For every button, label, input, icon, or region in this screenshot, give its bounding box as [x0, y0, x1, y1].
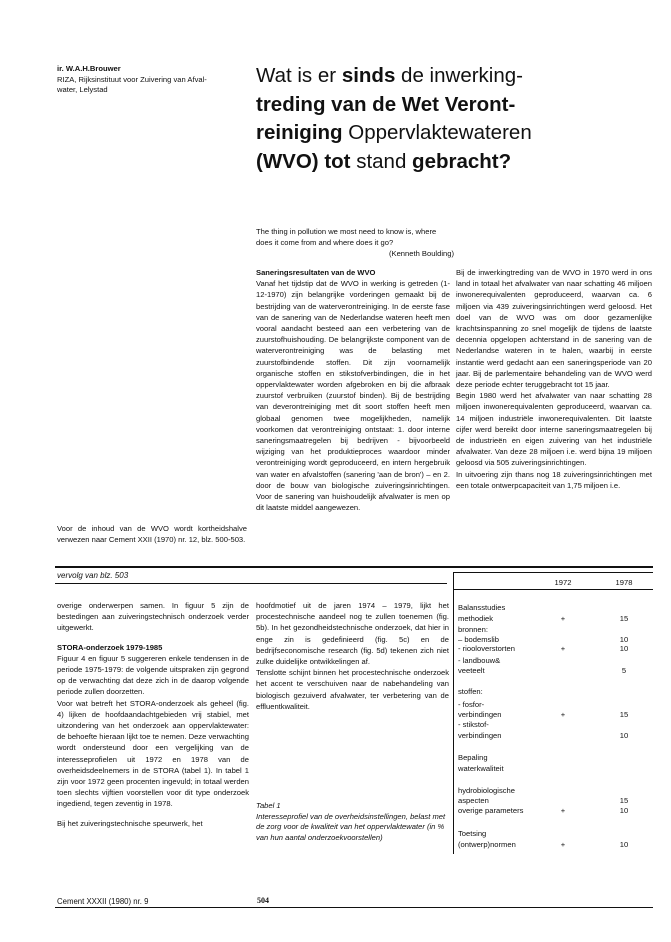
footnote: Voor de inhoud van de WVO wordt kortheidshalve verwezen naar Cement XXII (1970) nr. 12, blz. 500-503. [57, 524, 247, 545]
table-row [458, 686, 654, 697]
table-row-label: overige parameters [458, 806, 524, 815]
table-row [458, 839, 654, 850]
table-caption-text: Interesseprofiel van de overheidsinstellingen, belast met de zorg voor de kwaliteit van het oppervlaktewater (in % van hun aantal onderzoekvoorstellen) [256, 811, 446, 842]
epigraph-text: The thing in pollution we most need to know is, where does it come from and where does it go? [256, 227, 437, 248]
table-cell-1978: 15 [619, 710, 629, 719]
table-cell-1978: 10 [619, 635, 629, 644]
table-cell-1972: + [560, 806, 566, 815]
title-part: stand [350, 149, 413, 173]
divider [55, 583, 447, 584]
table-row [458, 828, 654, 839]
divider [55, 566, 653, 568]
epigraph-author: (Kenneth Boulding) [388, 249, 454, 259]
table-cell-1972: + [560, 644, 566, 653]
table-row-label: hydrobiologische [458, 786, 515, 795]
table-cell-1978: 10 [619, 644, 629, 653]
title-part: Oppervlaktewateren [342, 121, 532, 144]
paragraph: Vanaf het tijdstip dat de WVO in werking is getreden (1-12-1970) zijn belangrijke vorderingen gemaakt bij de bestrijding van de waterverontreiniging. In de eerste fase van de sanering van de Nederlandse wateren heeft men vooral aandacht besteed aan een verbetering van de zuurstofhuishouding. De belangrijkste component van de waterverontreiniging was de belasting met zuurstofbindende stoffen. Dit zijn voornamelijk organische stoffen en stikstofverbindingen, die in het oppervlaktewater worden afgebroken en bij die afbraak zuurstof verbruiken (zuurstof binden). Bij de bestrijding van deverontreiniging met dit soort stoffen heeft men globaal genomen twee mogelijkheden, namelijk voorkomen dat verontreiniging ontstaat: 1. door interne saneringsmaatregelen bij bedrijven - bijvoorbeeld wijziging van het produktieproces waardoor minder verontreiniging wordt geproduceerd, en intern hergebruik van water en afvalstoffen (sanering 'aan de bron') – en 2. door de bouw van biologische zuiveringsinrichtingen. Voor de sanering van huishoudelijk afvalwater is men op dit laatste middel aangewezen. [256, 279, 450, 513]
table-row [458, 752, 654, 763]
table-cell-1978: 10 [619, 806, 629, 815]
table-row [458, 719, 654, 730]
author-affiliation-2: water, Lelystad [57, 85, 108, 94]
table-rule [454, 589, 653, 590]
table-cell-1978: 10 [619, 731, 629, 740]
table-cell-1972: + [560, 840, 566, 849]
table-row-label: - stikstof- [458, 720, 489, 729]
table-row [458, 665, 654, 676]
title-part: de inwerking- [395, 64, 523, 87]
table-header-1978: 1978 [615, 578, 633, 587]
lower-column-middle [256, 600, 449, 712]
table-row-label: - fosfor- [458, 700, 485, 709]
table-rule [453, 572, 454, 854]
body-column-3 [456, 267, 652, 491]
table-row-label: veeteelt [458, 666, 485, 675]
table-cell-1972: + [560, 614, 566, 623]
paragraph: hoofdmotief uit de jaren 1974 – 1979, lijkt het procestechnische aandeel nog te zullen toenemen (fig. 5b). In het gezondheidstechnische onderzoek, dat hier in enge zin is gedefinieerd (fig. 5c) en de bedrijfseconomische research (fig. 5d) tekenen zich niet zulke duidelijke ontwikkelingen af. [256, 601, 449, 667]
paragraph: overige onderwerpen samen. In figuur 5 zijn de bestedingen aan zuiveringstechnisch onderzoek verder uitgewerkt. [57, 601, 249, 633]
table-row-label: (ontwerp)normen [458, 840, 516, 849]
table-row-label: verbindingen [458, 710, 502, 719]
table-cell-1972: + [560, 710, 566, 719]
table-row [458, 805, 654, 816]
body-column-2 [256, 267, 450, 513]
article-title [256, 62, 636, 176]
author-block [57, 64, 247, 96]
table-row-label: - landbouw& [458, 656, 501, 665]
table-row-label: aspecten [458, 796, 489, 805]
table-row-label: stoffen: [458, 687, 483, 696]
table-caption-label: Tabel 1 [256, 801, 281, 810]
table-caption [256, 801, 452, 843]
divider [55, 907, 653, 908]
table-row-label: Balansstudies [458, 603, 506, 612]
table-rule [454, 572, 653, 573]
table-header-1972: 1972 [554, 578, 572, 587]
lower-column-left [57, 600, 249, 829]
table-row-label: – bodemslib [458, 635, 499, 644]
title-part: (WVO) tot [256, 149, 351, 173]
table-row-label: waterkwaliteit [458, 764, 504, 773]
journal-footer: Cement XXXII (1980) nr. 9 [57, 897, 149, 906]
table-row [458, 643, 654, 654]
title-part: Wat is er [256, 64, 342, 87]
paragraph: Figuur 4 en figuur 5 suggereren enkele tendensen in de periode 1975-1979: de volgende uitspraken zijn gegrond op de verwachting dat deze zich in de daarop volgende periode zullen doorzetten. [57, 653, 249, 697]
table-cell-1978: 15 [619, 614, 629, 623]
table-cell-1978: 5 [621, 666, 627, 675]
title-part: treding van de Wet Veront- [256, 92, 516, 116]
author-affiliation-1: RIZA, Rijksinstituut voor Zuivering van Afval- [57, 74, 207, 84]
paragraph: Begin 1980 werd het afvalwater van naar schatting 28 miljoen inwonerequivalenten geproduceerd, waarvan ca. 14 miljoen industriële inwonerequivalenten. Dit laatste cijfer werd bereikt door interne saneringsmaatregelen bij de industrieën en eigen zuivering van het industriële afvalwater. Van deze 28 miljoen i.e. werd bijna 19 miljoen geloosd via 505 zuiveringsinrichtingen. [456, 391, 652, 468]
table-row [458, 730, 654, 741]
continued-label: vervolg van blz. 503 [57, 571, 129, 580]
page-number: 504 [257, 896, 269, 905]
paragraph: Bij het zuiveringstechnische speurwerk, het [57, 818, 203, 828]
table-cell-1978: 10 [619, 840, 629, 849]
table-row [458, 613, 654, 624]
table-row-label: Toetsing [458, 829, 487, 838]
table-row-label: verbindingen [458, 731, 502, 740]
table-row-label: methodiek [458, 614, 494, 623]
author-name: ir. W.A.H.Brouwer [57, 64, 121, 73]
table-row-label: bronnen: [458, 625, 488, 634]
title-part: reiniging [256, 121, 343, 144]
title-part: sinds [341, 64, 396, 87]
paragraph: Voor wat betreft het STORA-onderzoek als geheel (fig. 4) lijken de hoofdaandachtgebieden vrij stabiel, met uitzondering van het onderzoek aan oppervlaktewater: de behoefte hieraan lijkt toe te nemen. Deze verwachting wordt ondersteund door een vergelijking van de interesseprofielen uit 1972 en 1978 van de overheidsdeelnemers in de STORA (tabel 1). In tabel 1 zijn voor 1972 geen procenten ingevuld; in totaal werden toen slechts vijftien voorstellen voor dit type onderzoek ingediend, tegen zeventig in 1978. [57, 698, 249, 809]
section-heading: STORA-onderzoek 1979-1985 [57, 642, 163, 652]
table-row-label: Bepaling [458, 753, 488, 762]
section-heading: Saneringsresultaten van de WVO [256, 268, 376, 277]
paragraph: Tenslotte schijnt binnen het procestechnische onderzoek het accent te verschuiven naar de nabehandeling van biologisch gezuiverd afvalwater, ter verbetering van de effluentkwaliteit. [256, 668, 449, 711]
title-part: gebracht? [412, 149, 512, 173]
table-row-label: - riooloverstorten [458, 644, 515, 653]
table-row [458, 602, 654, 613]
paragraph: In uitvoering zijn thans nog 18 zuiveringsinrichtingen met een totale ontwerpcapaciteit van 1,75 miljoen i.e. [456, 469, 652, 490]
epigraph [256, 226, 454, 260]
paragraph: Bij de inwerkingtreding van de WVO in 1970 werd in ons land in totaal het afvalwater van naar schatting 46 miljoen inwonerequivalenten geproduceerd, waarvan ca. 6 miljoen via 439 zuiveringsinrichtingen werd geloosd. Het doel van de WVO was om door gezamenlijke krachtsinspanning zo snel mogelijk de tijdens de laatste decennia opgelopen achterstand in de sanering van de Nederlandse wateren in te halen, waarbij in eerste instantie werd gedacht aan een saneringsperiode van 20 jaar. Bij de parlementaire behandeling van de WVO werd deze periode echter teruggebracht tot 15 jaar. [456, 268, 652, 390]
table-cell-1978: 15 [619, 796, 629, 805]
table-row [458, 763, 654, 774]
